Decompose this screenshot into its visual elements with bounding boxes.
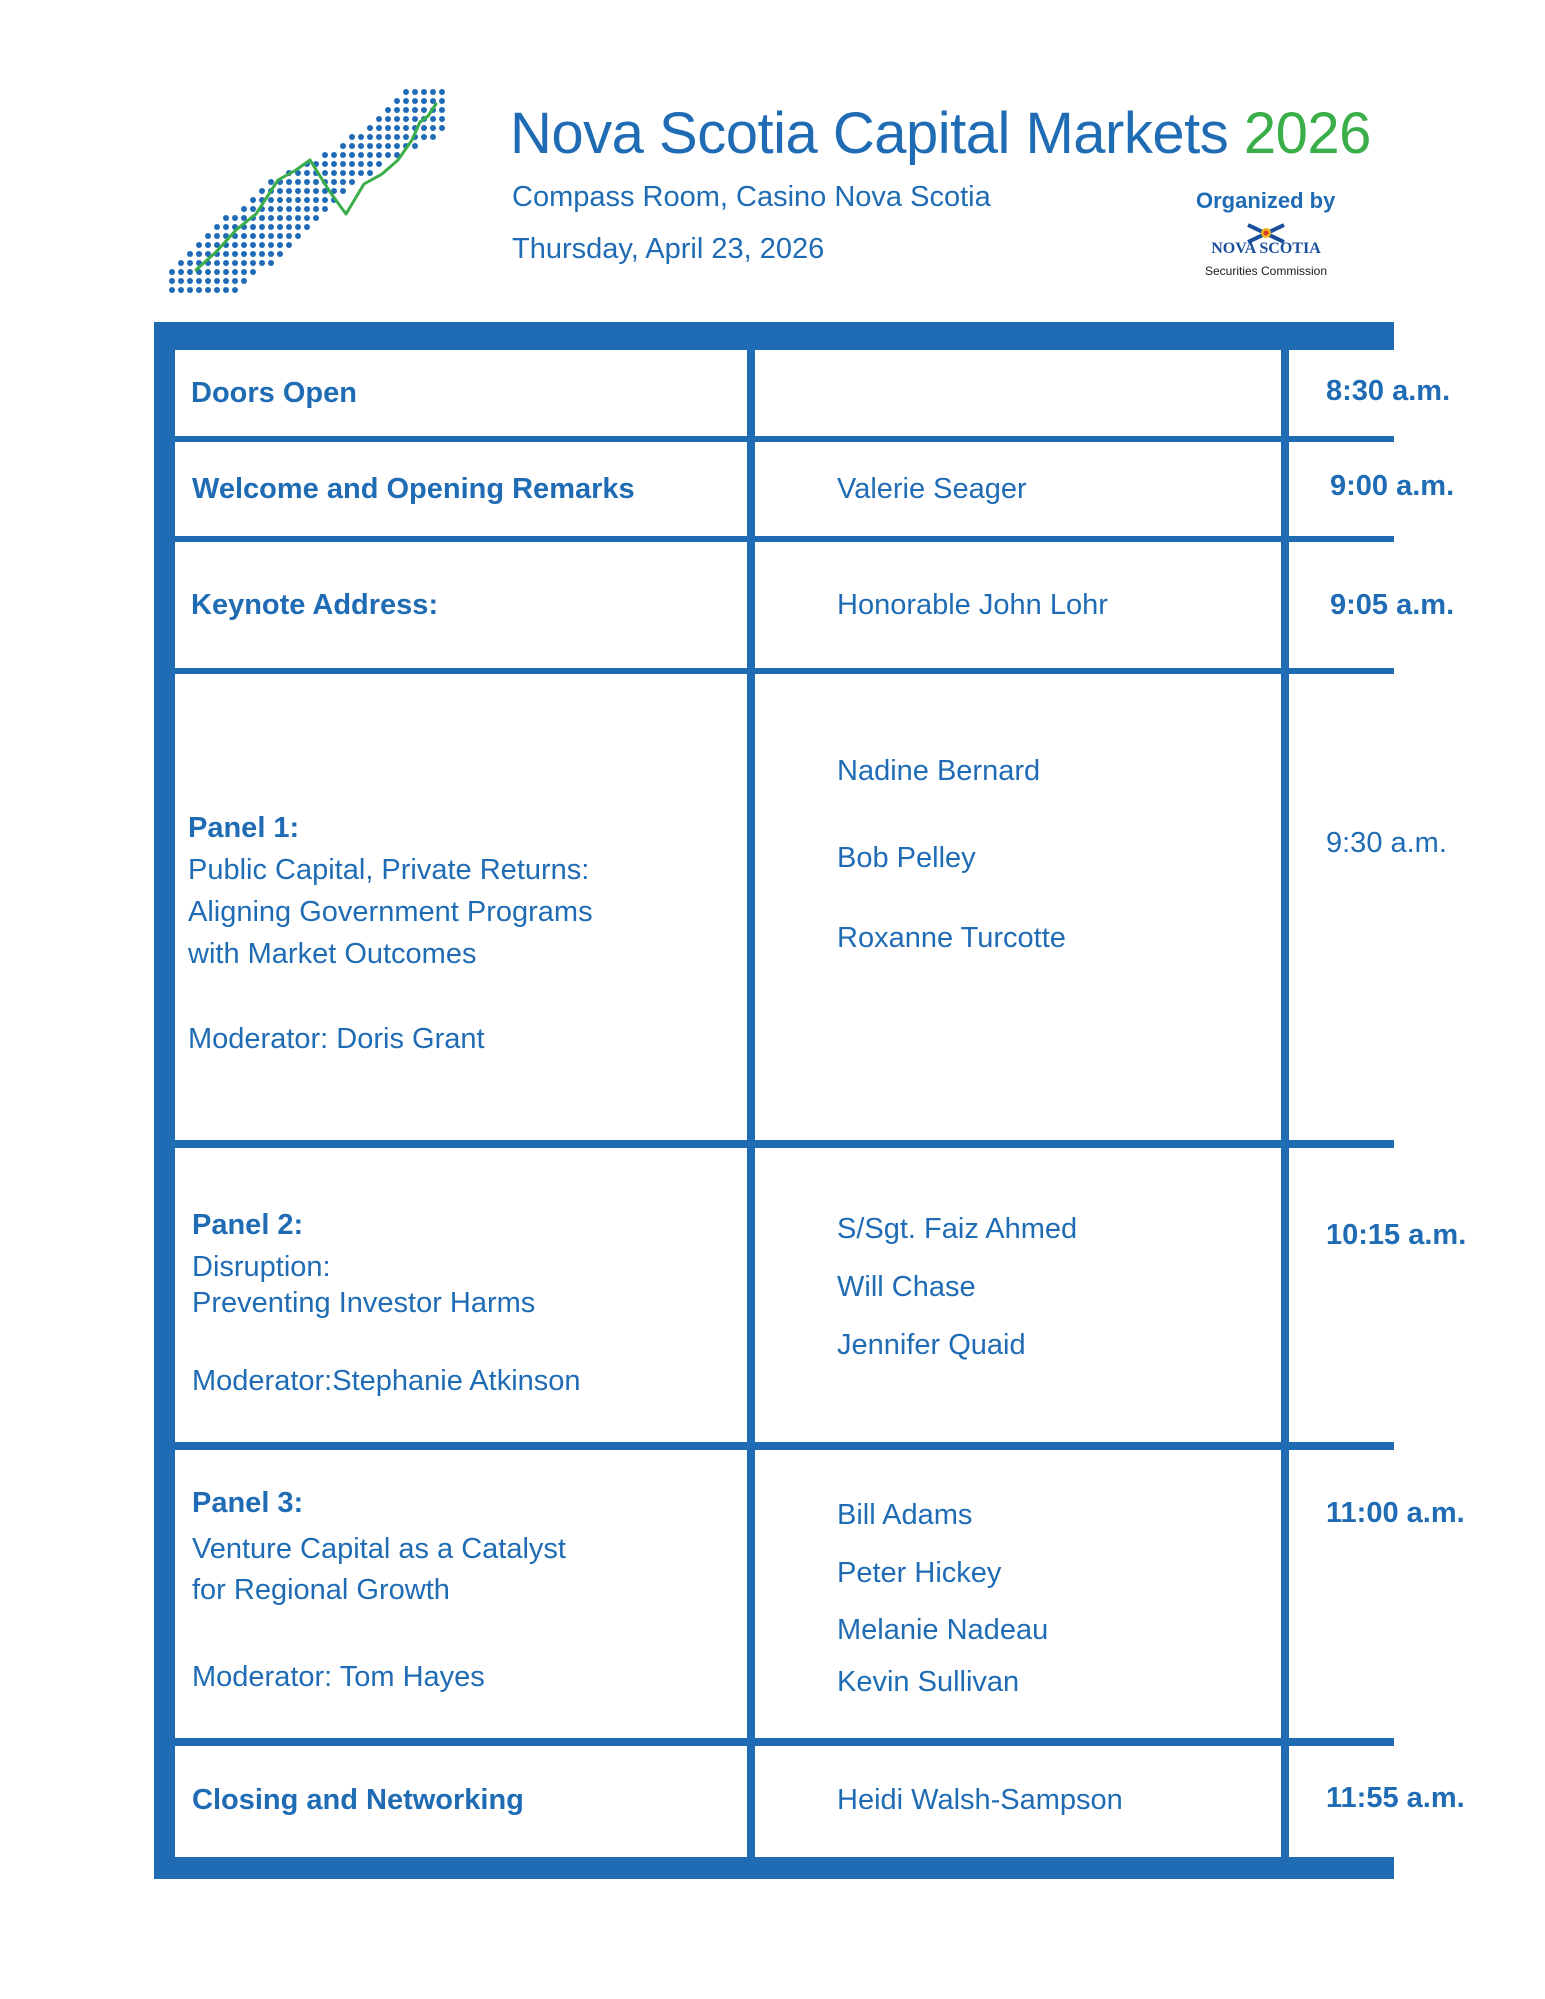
map-dot [295,215,301,221]
map-dot [277,188,283,194]
map-dot [421,98,427,104]
organizer-subtitle: Securities Commission [1204,264,1328,278]
session-time: 9:05 a.m. [1330,589,1455,621]
agenda-row-welcome-title-cell [175,442,747,536]
map-dot [412,143,418,149]
map-dot [250,269,256,275]
organized-by-label: Organized by [1196,188,1336,213]
map-dot [223,269,229,275]
map-dot [295,224,301,230]
map-dot [205,278,211,284]
map-dot [403,107,409,113]
map-dot [268,251,274,257]
map-dot [421,89,427,95]
session-moderator: Moderator:Stephanie Atkinson [192,1365,581,1397]
map-dot [304,224,310,230]
session-subtitle-line: Preventing Investor Harms [192,1287,536,1319]
map-dot [331,179,337,185]
map-dot [358,134,364,140]
map-dot [232,251,238,257]
event-date: Thursday, April 23, 2026 [512,233,825,265]
map-dot [430,89,436,95]
map-dot [394,125,400,131]
map-dot [403,116,409,122]
session-time: 10:15 a.m. [1326,1219,1467,1251]
session-subtitle-line: Disruption: [192,1251,331,1283]
session-subtitle-line: Public Capital, Private Returns: [188,854,590,886]
speaker-name: Will Chase [837,1271,976,1303]
speaker-name: Nadine Bernard [837,755,1041,787]
map-dot [196,278,202,284]
map-dot [241,269,247,275]
map-dot [322,197,328,203]
map-dot [349,143,355,149]
map-dot [322,161,328,167]
map-dot [439,125,445,131]
map-dot [286,242,292,248]
map-dot [403,125,409,131]
map-dot [205,269,211,275]
agenda-row-doors-open-time-cell [1289,350,1523,436]
map-dot [349,152,355,158]
agenda-row-panel-1-time-cell [1289,674,1523,1140]
map-dot [394,107,400,113]
map-dot [358,170,364,176]
speaker-name: S/Sgt. Faiz Ahmed [837,1213,1078,1245]
map-dot [268,260,274,266]
map-dot [295,206,301,212]
agenda-row-doors-open-speakers-cell [755,350,1281,436]
map-dot [187,260,193,266]
map-dot [439,89,445,95]
map-dot [268,224,274,230]
map-dot [205,287,211,293]
map-dot [250,242,256,248]
map-dot [178,287,184,293]
organizer-name: NOVA SCOTIA [1211,240,1321,257]
speaker-name: Honorable John Lohr [837,589,1108,621]
map-dot [430,116,436,122]
map-dot [178,269,184,275]
map-dot [196,287,202,293]
map-dot [394,116,400,122]
map-dot [367,125,373,131]
map-dot [340,170,346,176]
map-dot [277,197,283,203]
session-title: Welcome and Opening Remarks [192,473,635,505]
map-dot [340,161,346,167]
map-dot [196,242,202,248]
map-dot [286,224,292,230]
map-dot [178,278,184,284]
map-dot [331,170,337,176]
map-dot [394,98,400,104]
session-time: 8:30 a.m. [1326,375,1451,407]
map-dot [259,224,265,230]
session-title: Panel 2: [192,1209,304,1241]
map-dot [232,260,238,266]
map-dot [214,260,220,266]
map-dot [358,152,364,158]
map-dot [367,143,373,149]
map-dot [421,134,427,140]
map-dot [295,179,301,185]
map-dot [367,134,373,140]
map-dot [259,215,265,221]
map-dot [187,251,193,257]
map-dot [421,107,427,113]
map-dot [214,287,220,293]
map-dot [430,125,436,131]
map-dot [385,143,391,149]
map-dot [295,233,301,239]
map-dot [241,278,247,284]
map-dot [412,107,418,113]
event-venue: Compass Room, Casino Nova Scotia [512,181,991,213]
map-dot [367,170,373,176]
agenda-row-panel-3-speakers-cell [755,1450,1281,1738]
map-dot [250,206,256,212]
agenda-row-panel-2-time-cell [1289,1148,1523,1442]
map-dot [259,251,265,257]
map-dot [331,152,337,158]
map-dot [376,134,382,140]
map-dot [268,206,274,212]
map-dot [232,269,238,275]
session-title: Doors Open [191,377,357,409]
map-dot [259,233,265,239]
map-dot [250,197,256,203]
agenda-row-doors-open-title-cell [175,350,747,436]
map-dot [214,224,220,230]
map-dot [313,206,319,212]
map-dot [304,179,310,185]
agenda-row-panel-3-title-cell [175,1450,747,1738]
map-dot [223,260,229,266]
session-subtitle-line: Venture Capital as a Catalyst [192,1533,566,1565]
map-dot [277,242,283,248]
map-dot [241,206,247,212]
map-dot [223,224,229,230]
map-dot [295,197,301,203]
map-dot [250,233,256,239]
map-dot [430,134,436,140]
session-time: 9:30 a.m. [1326,827,1447,859]
map-dot [340,152,346,158]
session-subtitle-line: with Market Outcomes [188,938,477,970]
map-dot [223,251,229,257]
map-dot [421,125,427,131]
map-dot [304,197,310,203]
speaker-name: Valerie Seager [837,473,1027,505]
session-moderator: Moderator: Tom Hayes [192,1661,485,1693]
map-dot [412,116,418,122]
map-dot [169,278,175,284]
map-dot [259,260,265,266]
map-dot [403,89,409,95]
map-dot [259,188,265,194]
agenda-row-welcome-speakers-cell [755,442,1281,536]
map-dot [232,278,238,284]
map-dot [340,179,346,185]
speaker-name: Peter Hickey [837,1557,1002,1589]
agenda-row-closing-title-cell [175,1746,747,1857]
nova-scotia-map-logo [168,88,450,302]
session-subtitle-line: Aligning Government Programs [188,896,593,928]
agenda-row-panel-2-title-cell [175,1148,747,1442]
map-dot [385,134,391,140]
map-dot [169,287,175,293]
map-dot [349,134,355,140]
agenda-row-panel-1-title-cell [175,674,747,1140]
map-dot [412,89,418,95]
session-title: Panel 1: [188,812,300,844]
nssc-logo [1200,222,1332,286]
map-dot [277,224,283,230]
map-dot [439,107,445,113]
speaker-name: Heidi Walsh-Sampson [837,1784,1123,1816]
map-dot [232,287,238,293]
map-dot [268,179,274,185]
map-dot [385,107,391,113]
agenda-row-keynote-time-cell [1289,542,1523,668]
map-dot [313,197,319,203]
map-dot [304,188,310,194]
map-dot [268,197,274,203]
map-dot [349,170,355,176]
map-dot [385,116,391,122]
speaker-name: Bill Adams [837,1499,973,1531]
map-dot [277,206,283,212]
agenda-row-closing-speakers-cell [755,1746,1281,1857]
speaker-name: Jennifer Quaid [837,1329,1026,1361]
session-time: 9:00 a.m. [1330,470,1455,502]
map-dot [295,188,301,194]
agenda-row-welcome-time-cell [1289,442,1523,536]
speaker-name: Melanie Nadeau [837,1614,1049,1646]
agenda-row-keynote-speakers-cell [755,542,1281,668]
map-dot [268,215,274,221]
map-dot [367,161,373,167]
map-dot [340,143,346,149]
map-dot [223,287,229,293]
map-dot [439,116,445,122]
map-dot [331,161,337,167]
map-dot [412,98,418,104]
map-dot [277,251,283,257]
map-dot [241,233,247,239]
map-dot [241,251,247,257]
session-moderator: Moderator: Doris Grant [188,1023,485,1055]
map-dot [187,287,193,293]
session-time: 11:55 a.m. [1326,1782,1465,1814]
agenda-table [154,322,1467,1879]
map-dot [403,98,409,104]
map-dot [286,233,292,239]
map-dot [286,197,292,203]
map-dot [403,134,409,140]
trend-line [196,104,436,270]
map-dot [187,269,193,275]
map-dot [277,233,283,239]
speaker-name: Bob Pelley [837,842,976,874]
map-dot [376,152,382,158]
map-dot [241,242,247,248]
map-dot [268,233,274,239]
map-dot [385,125,391,131]
map-dot [232,242,238,248]
map-dot [205,233,211,239]
agenda-row-panel-3-time-cell [1289,1450,1523,1738]
map-dot [232,215,238,221]
map-dot [205,242,211,248]
map-dot [250,224,256,230]
session-title: Panel 3: [192,1487,304,1519]
map-dot [223,215,229,221]
map-dot [187,278,193,284]
map-dot [214,269,220,275]
map-dot [304,215,310,221]
map-dot [367,152,373,158]
map-dot [268,242,274,248]
map-dot [340,188,346,194]
map-dots [169,89,445,293]
agenda-row-keynote-title-cell [175,542,747,668]
agenda-row-closing-time-cell [1289,1746,1523,1857]
map-dot [304,170,310,176]
map-dot [223,278,229,284]
map-dot [250,251,256,257]
map-dot [349,161,355,167]
map-dot [349,179,355,185]
map-dot [322,152,328,158]
map-dot [358,143,364,149]
map-dot [376,143,382,149]
map-dot [322,170,328,176]
map-dot [313,179,319,185]
map-dot [277,215,283,221]
session-time: 11:00 a.m. [1326,1497,1465,1529]
map-dot [286,215,292,221]
map-dot [286,188,292,194]
map-dot [304,206,310,212]
map-dot [376,116,382,122]
map-dot [250,260,256,266]
map-dot [358,161,364,167]
map-dot [196,251,202,257]
map-dot [376,125,382,131]
map-dot [169,269,175,275]
map-dot [259,242,265,248]
speaker-name: Kevin Sullivan [837,1666,1020,1698]
map-dot [394,134,400,140]
map-dot [322,206,328,212]
map-dot [385,152,391,158]
map-dot [286,179,292,185]
map-dot [178,260,184,266]
map-dot [439,98,445,104]
map-dot [214,278,220,284]
session-subtitle-line: for Regional Growth [192,1574,450,1606]
agenda-row-panel-2-speakers-cell [755,1148,1281,1442]
session-title: Closing and Networking [192,1784,524,1816]
map-dot [313,215,319,221]
title-year: 2026 [1243,101,1371,166]
map-dot [394,143,400,149]
page-title: Nova Scotia Capital Markets 2026 [510,101,1371,166]
map-dot [286,206,292,212]
agenda-row-panel-1-speakers-cell [755,674,1281,1140]
session-title: Keynote Address: [191,589,439,621]
speaker-name: Roxanne Turcotte [837,922,1066,954]
map-dot [376,161,382,167]
map-dot [241,260,247,266]
map-dot [214,233,220,239]
map-dot [313,188,319,194]
